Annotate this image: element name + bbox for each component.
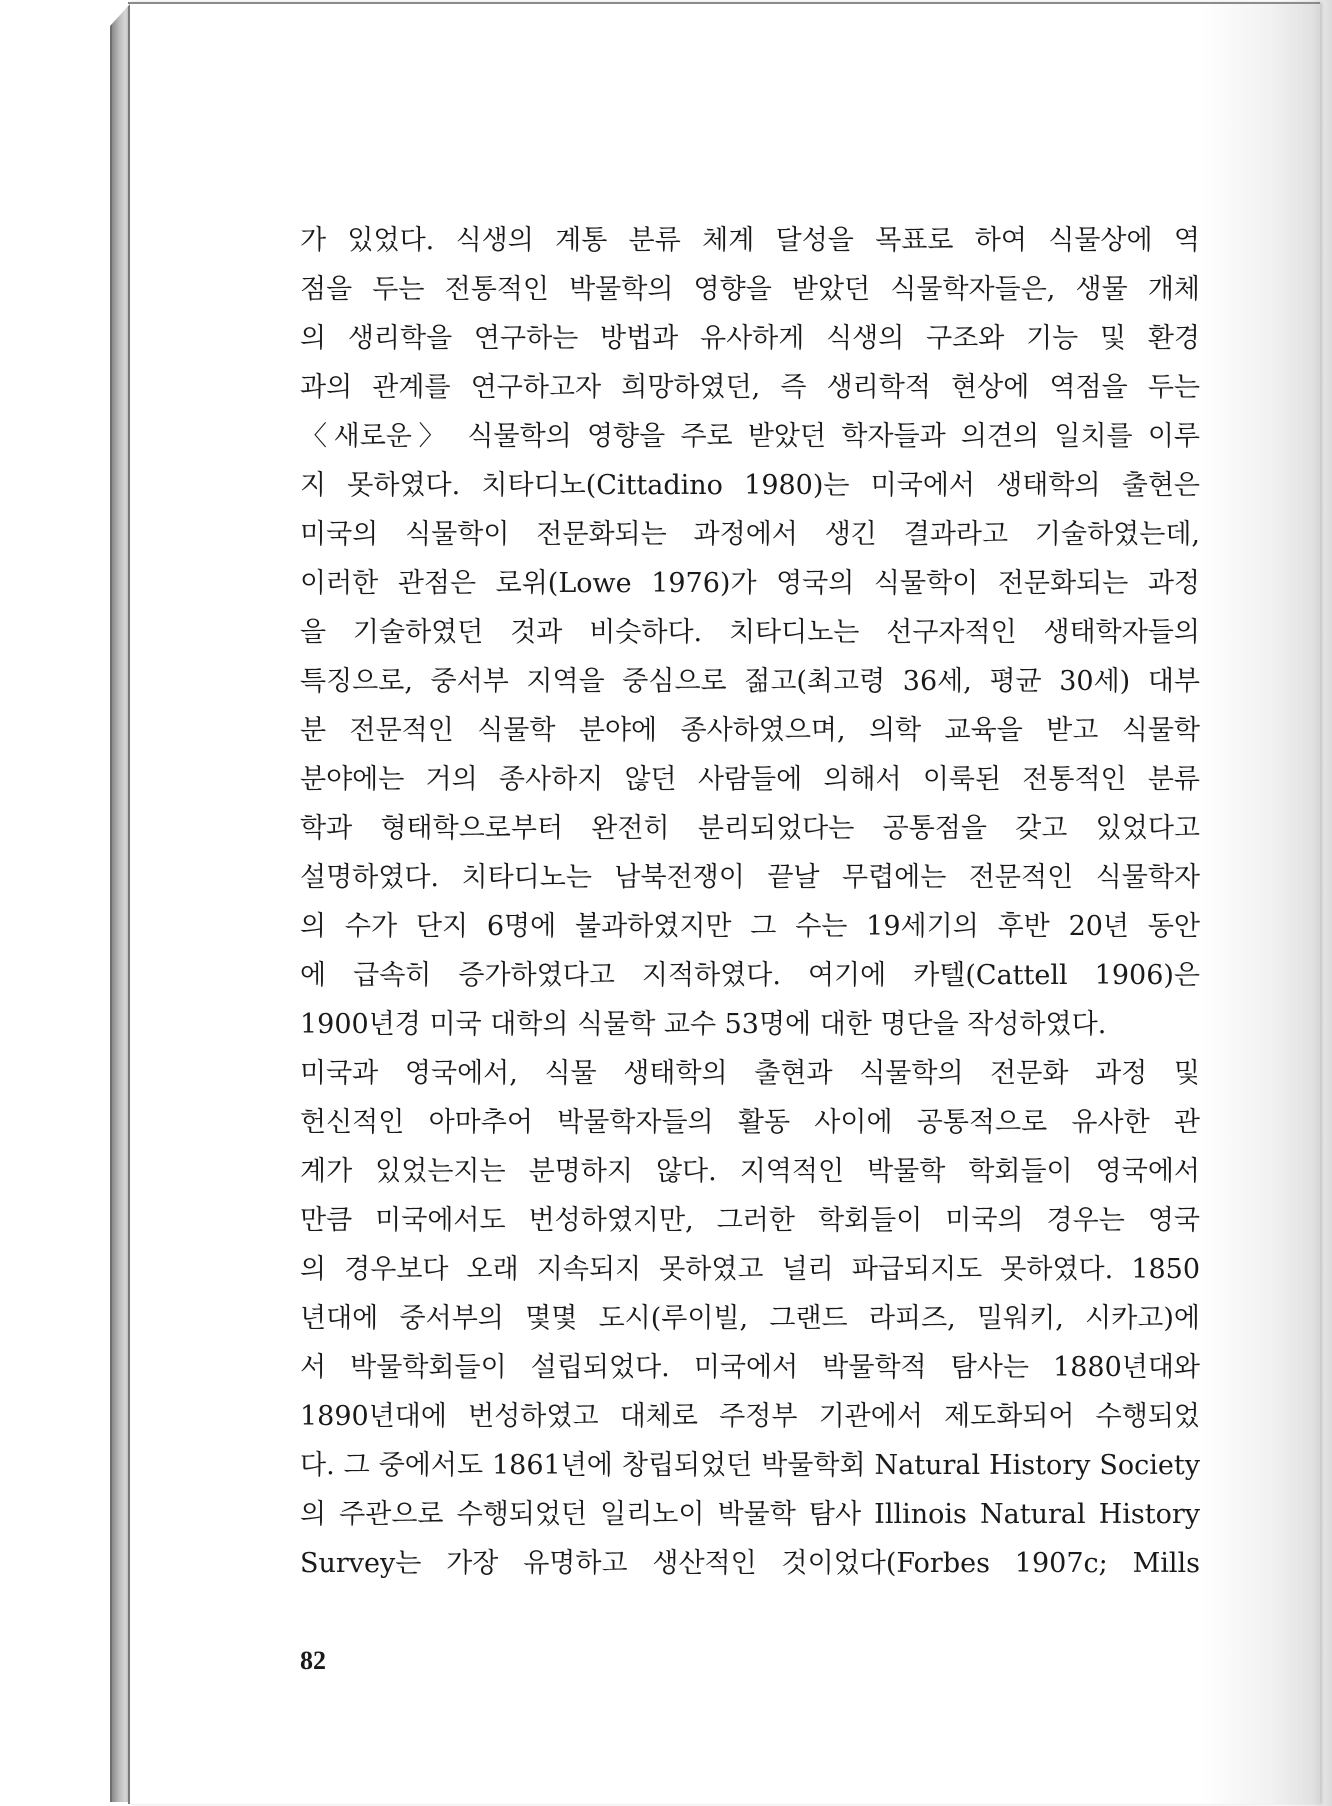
text-line: 의 경우보다 오래 지속되지 못하였고 널리 파급되지도 못하였다. 1850 — [300, 1254, 1200, 1285]
text-line: 지 못하였다. 치타디노(Cittadino 1980)는 미국에서 생태학의 출현은 — [300, 470, 1200, 501]
page-corner — [110, 4, 130, 26]
text-line: 특징으로, 중서부 지역을 중심으로 젊고(최고령 36세, 평균 30세) 대부 — [300, 666, 1200, 697]
text-line: 의 수가 단지 6명에 불과하였지만 그 수는 19세기의 후반 20년 동안 — [300, 911, 1200, 942]
text-line: 학과 형태학으로부터 완전히 분리되었다는 공통점을 갖고 있었다고 — [300, 813, 1200, 844]
page-gutter-shadow — [1312, 0, 1332, 1806]
text-line: 만큼 미국에서도 번성하였지만, 그러한 학회들이 미국의 경우는 영국 — [300, 1205, 1200, 1236]
text-line: 년대에 중서부의 몇몇 도시(루이빌, 그랜드 라피즈, 밀워키, 시카고)에 — [300, 1303, 1200, 1334]
text-line: 헌신적인 아마추어 박물학자들의 활동 사이에 공통적으로 유사한 관 — [300, 1107, 1200, 1138]
text-line: 과의 관계를 연구하고자 희망하였던, 즉 생리학적 현상에 역점을 두는 — [300, 372, 1200, 403]
paragraph-end-line: 1900년경 미국 대학의 식물학 교수 53명에 대한 명단을 작성하였다. — [300, 1009, 1107, 1040]
text-line: 미국의 식물학이 전문화되는 과정에서 생긴 결과라고 기술하였는데, — [300, 519, 1200, 550]
text-line: 다. 그 중에서도 1861년에 창립되었던 박물학회 Natural History Society — [300, 1450, 1200, 1481]
text-line: 의 주관으로 수행되었던 일리노이 박물학 탐사 Illinois Natural History — [300, 1499, 1200, 1530]
text-line: 설명하였다. 치타디노는 남북전쟁이 끝날 무렵에는 전문적인 식물학자 — [300, 862, 1200, 893]
text-line: 을 기술하였던 것과 비슷하다. 치타디노는 선구자적인 생태학자들의 — [300, 617, 1200, 648]
text-line: 계가 있었는지는 분명하지 않다. 지역적인 박물학 학회들이 영국에서 — [300, 1156, 1200, 1187]
text-line: Survey는 가장 유명하고 생산적인 것이었다(Forbes 1907c; Mills — [300, 1548, 1200, 1579]
text-line: 의 생리학을 연구하는 방법과 유사하게 식생의 구조와 기능 및 환경 — [300, 323, 1200, 354]
text-line: 〈새로운〉 식물학의 영향을 주로 받았던 학자들과 의견의 일치를 이루 — [300, 421, 1200, 452]
text-line: 분 전문적인 식물학 분야에 종사하였으며, 의학 교육을 받고 식물학 — [300, 715, 1200, 746]
text-line: 점을 두는 전통적인 박물학의 영향을 받았던 식물학자들은, 생물 개체 — [300, 274, 1200, 305]
body-text — [300, 216, 1200, 1588]
page-number: 82 — [300, 1646, 326, 1675]
text-line: 가 있었다. 식생의 계통 분류 체계 달성을 목표로 하여 식물상에 역 — [300, 225, 1200, 256]
text-line: 1890년대에 번성하였고 대체로 주정부 기관에서 제도화되어 수행되었 — [300, 1401, 1200, 1432]
paragraph-start-line: 미국과 영국에서, 식물 생태학의 출현과 식물학의 전문화 과정 및 — [300, 1058, 1200, 1089]
text-line: 분야에는 거의 종사하지 않던 사람들에 의해서 이룩된 전통적인 분류 — [300, 764, 1200, 795]
text-line: 서 박물학회들이 설립되었다. 미국에서 박물학적 탐사는 1880년대와 — [300, 1352, 1200, 1383]
text-line: 이러한 관점은 로위(Lowe 1976)가 영국의 식물학이 전문화되는 과정 — [300, 568, 1200, 599]
text-line: 에 급속히 증가하였다고 지적하였다. 여기에 카텔(Cattell 1906)은 — [300, 960, 1200, 991]
